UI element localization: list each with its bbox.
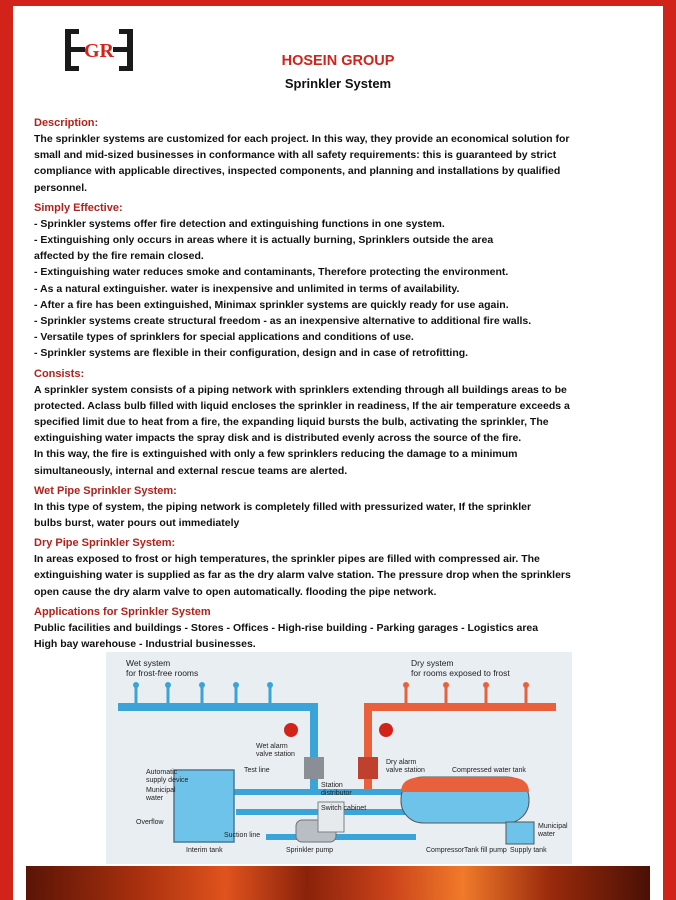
section-consists — [34, 366, 664, 479]
section-heading: Description: — [34, 117, 99, 129]
wet-alarm-2: valve station — [256, 751, 295, 758]
interim-tank-label: Interim tank — [186, 847, 223, 854]
section-heading: Applications for Sprinkler System — [34, 605, 211, 618]
section-text: In this type of system, the piping network is completely filled with pressurized water, If the sprinkler bulbs burst, water pours out immediately — [34, 500, 532, 530]
section-heading: Dry Pipe Sprinkler System: — [34, 537, 176, 550]
section-wet-pipe — [34, 483, 664, 531]
section-dry-pipe — [34, 535, 664, 600]
station-2: distributor — [321, 790, 352, 797]
section-heading: Simply Effective: — [34, 201, 123, 214]
station-1: Station — [321, 782, 343, 789]
municipal-1: Municipal — [146, 787, 176, 794]
supply-tank-label: Supply tank — [510, 847, 547, 854]
tank-fill-pump-label: Tank fill pump — [464, 847, 507, 854]
sprinkler-system-diagram — [106, 652, 572, 864]
fire-banner — [26, 866, 650, 900]
section-text: In areas exposed to frost or high temperatures, the sprinkler pipes are filled with compressed air. The extinguishing water is supplied as far as the dry alarm valve station. The pressure drop when the sprinklers open cause the dry alarm valve to open automatically. flooding the pipe network. — [34, 553, 571, 598]
wet-alarm-1: Wet alarm — [256, 743, 288, 750]
content — [34, 115, 664, 652]
compressor-label: Compressor — [426, 847, 465, 854]
municipal-r2: water — [538, 831, 556, 838]
section-heading: Consists: — [34, 367, 85, 380]
svg-text:GR: GR — [84, 40, 114, 62]
dry-label-1: Dry system — [411, 658, 454, 668]
dry-alarm-2: valve station — [386, 767, 425, 774]
overflow-label: Overflow — [136, 819, 164, 826]
sprinkler-pump-label: Sprinkler pump — [286, 847, 334, 854]
section-applications — [34, 604, 664, 652]
auto-supply-2: supply device — [146, 777, 189, 784]
test-line-label: Test line — [244, 767, 270, 774]
section-text: A sprinkler system consists of a piping network with sprinklers extending through all buildings areas to be protected. Aclass bulb filled with liquid encloses the sprinkler in readiness, If the air temperature exceeds a specified limit due to heat from a fire, the expanding liquid bursts the bulb, activating the sprinkler, The extinguishing water impacts the spray disk and is distributed evenly across the source of the fire. In this way, the fire is extinguished with only a few sprinklers reducing the damage to a minimum simultaneously, internal and external rescue teams are alerted. — [34, 383, 570, 477]
dry-alarm-1: Dry alarm — [386, 759, 417, 766]
municipal-r1: Municipal — [538, 823, 568, 830]
switch-cabinet-label: Switch cabinet — [321, 805, 367, 812]
section-text: The sprinkler systems are customized for each project. In this way, they provide an economical solution for small and mid-sized businesses in conformance with all safety requirements: this is guaranteed by strict compliance with applicable directives, inspected components, and planning and installations by qualified personnel. — [34, 133, 570, 194]
section-text: Public facilities and buildings - Stores - Offices - High-rise building - Parking garages - Logistics area High bay warehouse - Industrial businesses. — [34, 621, 539, 651]
section-heading: Wet Pipe Sprinkler System: — [34, 484, 177, 497]
wet-label-2: for frost-free rooms — [126, 668, 199, 678]
auto-supply-1: Automatic — [146, 769, 178, 776]
company-name: HOSEIN GROUP — [281, 53, 395, 69]
suction-line-label: Suction line — [224, 832, 261, 839]
dry-label-2: for rooms exposed to frost — [411, 668, 510, 678]
section-description — [34, 115, 664, 196]
section-text: - Sprinkler systems offer fire detection and extinguishing functions in one system. - Extinguishing only occurs in areas where it is actually burning, Sprinklers outside the area affected by the fire remain closed. - Extinguishing water reduces smoke and contaminants, Therefore protecting the environment. - As a natural extinguisher. water is inexpensive and unlimited in terms of availability. - After a fire has been extinguished, Minimax sprinkler systems are quickly ready for use again. - Sprinkler systems create structural freedom - as an inexpensive alternative to additional fire walls. - Versatile types of sprinklers for special applications and conditions of use. - Sprinkler systems are flexible in their configuration, design and in case of retrofitting. — [34, 217, 532, 360]
page-title: Sprinkler System — [284, 76, 392, 91]
municipal-2: water — [146, 795, 164, 802]
section-simply-effective — [34, 200, 664, 362]
compressed-tank-label: Compressed water tank — [452, 767, 526, 774]
wet-label-1: Wet system — [126, 658, 171, 668]
